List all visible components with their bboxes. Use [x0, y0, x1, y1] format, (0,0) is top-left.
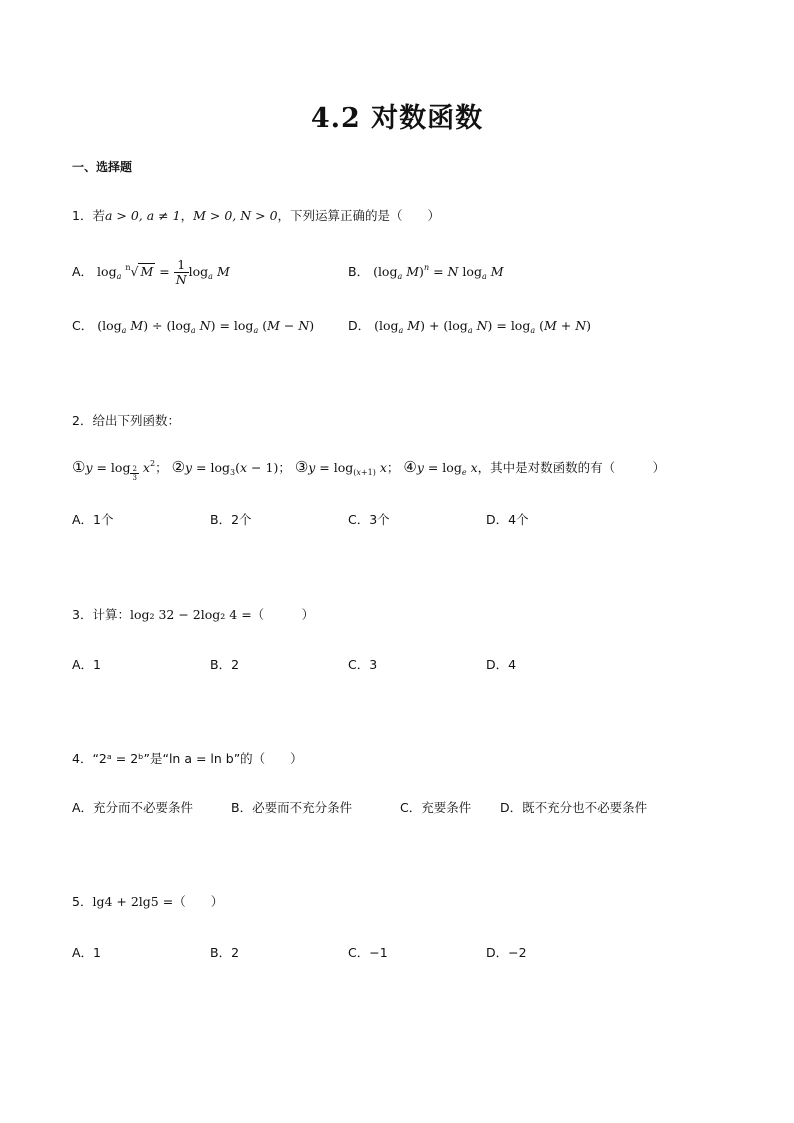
question-3-stem: 3．计算：log₂ 32 − 2log₂ 4 =（ ） [72, 607, 315, 622]
q5-option-b: B．2 [210, 945, 240, 960]
q1-option-d: D． ($\log_a$ $M) + (\log_a$ $N) = \log_a (M + N)$ [348, 318, 592, 335]
q3-option-d: D．4 [486, 657, 517, 672]
condition-a: a > 0, a ≠ 1 [104, 208, 181, 223]
q2-option-c: C．3个 [348, 512, 390, 527]
q3-option-c: C．3 [348, 657, 378, 672]
q3-option-b: B．2 [210, 657, 240, 672]
expression: log₂ 32 − 2log₂ 4 = [129, 607, 252, 622]
q2-option-a: A．1个 [72, 512, 114, 527]
q4-option-d: D．既不充分也不必要条件 [500, 800, 648, 815]
function-1: y = log $\frac{2}{3}$ $x^2$ [85, 459, 156, 482]
q1-option-c: C． ($\log_a$ $M) \div (\log_a$ $N) = \log_a (M - N)$ [72, 318, 315, 335]
question-text: 若 [92, 208, 105, 223]
question-5-stem: 5．lg4 + 2lg5 =（ ） [72, 894, 224, 909]
question-text: ，下列运算正确的是（ ） [277, 208, 441, 223]
function-2: $y = \log_3(x - 1)$ [185, 460, 279, 477]
formula-b: ($\log_a$ M)$^n$ = N $\log_a M$ [373, 263, 504, 281]
question-2-stem: 2．给出下列函数： [72, 413, 180, 428]
question-4-stem: 4．“2ᵃ = 2ᵇ”是“ln a = ln b”的（ ） [72, 751, 303, 766]
q4-option-b: B．必要而不充分条件 [231, 800, 353, 815]
q2-option-b: B．2个 [210, 512, 252, 527]
function-4: $y = \log_e x$ [416, 460, 478, 477]
formula-c: ($\log_a$ $M) \div (\log_a$ $N) = \log_a (M - N)$ [97, 318, 315, 335]
condition-mn: M > 0, N > 0 [193, 208, 278, 223]
q5-option-a: A．1 [72, 945, 102, 960]
q4-option-c: C．充要条件 [400, 800, 472, 815]
q5-option-d: D．−2 [486, 945, 527, 960]
question-1-stem: 1．若a > 0, a ≠ 1，M > 0, N > 0，下列运算正确的是（ ） [72, 208, 441, 223]
formula-d: ($\log_a$ $M) + (\log_a$ $N) = \log_a (M + N)$ [374, 318, 592, 335]
page-title: 4.2 对数函数 [310, 103, 484, 134]
function-3: $y = \log_{(x+1)} x$ [308, 460, 387, 477]
question-number: 1． [72, 208, 93, 223]
expression: lg4 + 2lg5 = [92, 894, 174, 909]
question-2-functions: ①y = log $\frac{2}{3}$ $x^2$； ②y = $\log_3(x - 1)$； ③y = $\log_{(x+1)} x$； ④y = $\log_e x$，其中是对数函数的有（ ） [72, 458, 666, 482]
q5-option-c: C．−1 [348, 945, 388, 960]
section-heading: 一、选择题 [72, 160, 133, 174]
q4-option-a: A．充分而不必要条件 [72, 800, 194, 815]
q1-option-a: A． $\log_a ^n√$ M = $\frac{1}{N}$ $\log_a M$ [72, 257, 230, 287]
q1-option-b: B． ($\log_a$ M)$^n$ = N $\log_a M$ [348, 263, 504, 281]
formula-a: $\log_a ^n√$ M = $\frac{1}{N}$ $\log_a M$ [97, 257, 230, 287]
q2-option-d: D．4个 [486, 512, 529, 527]
q3-option-a: A．1 [72, 657, 102, 672]
